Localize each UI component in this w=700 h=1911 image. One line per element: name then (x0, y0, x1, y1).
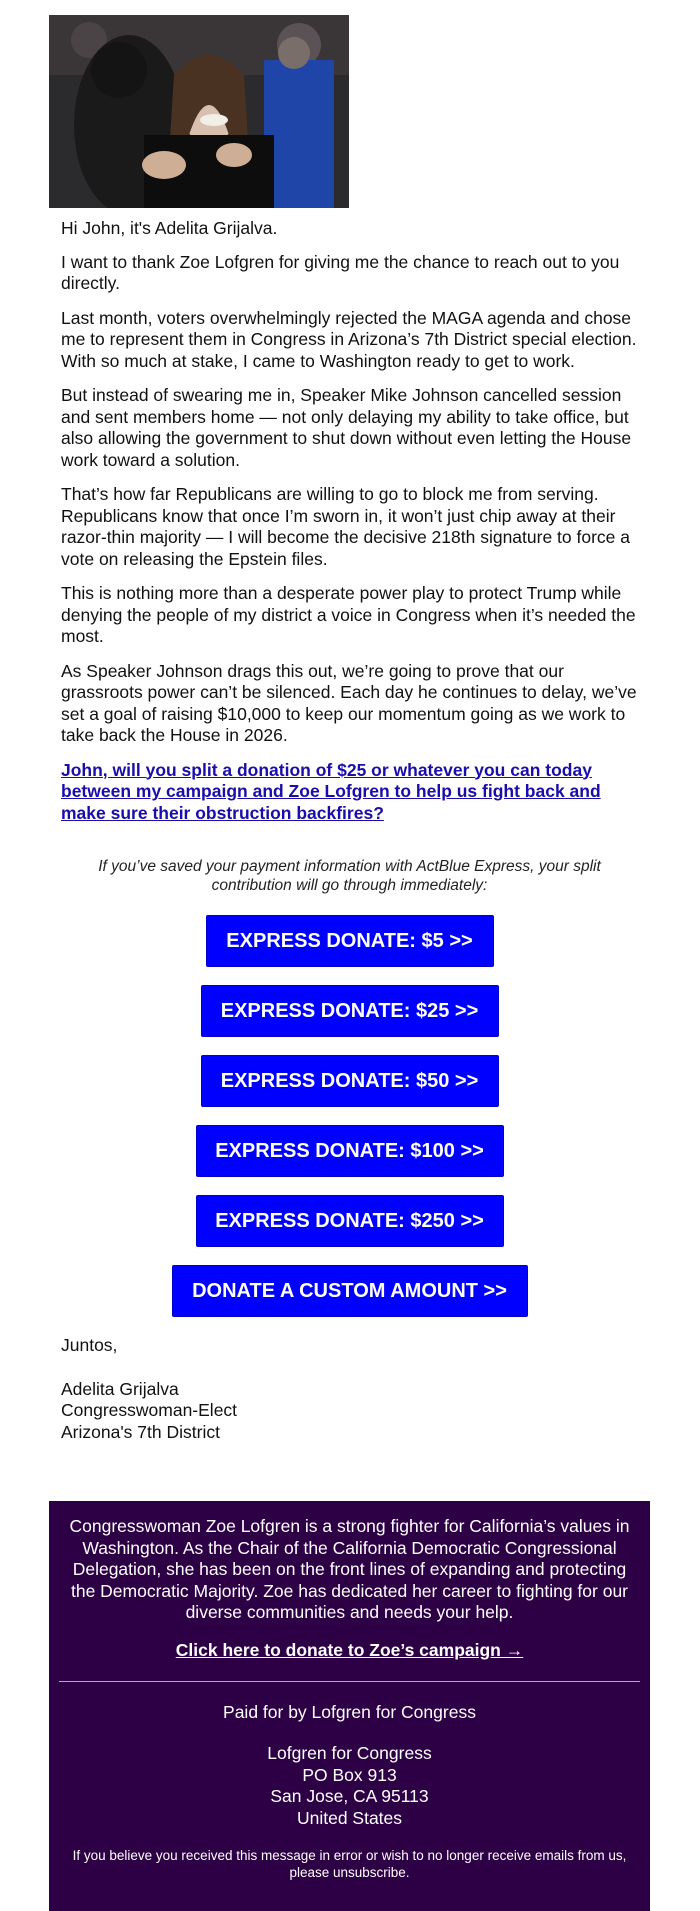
address-line-2: PO Box 913 (302, 1764, 397, 1785)
unsubscribe-text[interactable]: If you believe you received this message in error or wish to no longer receive emails from us, please unsubscribe. (72, 1848, 627, 1880)
signature-name: Adelita Grijalva (61, 1378, 179, 1399)
body-paragraph-4: That’s how far Republicans are willing to go to block me from serving. Republicans know that once I’m sworn in, it won’t just chip away at their razor-thin majority — I will become the decisive 218th signature to force a vote on releasing the Epstein files. (61, 484, 631, 569)
donate-custom-amount-button[interactable]: DONATE A CUSTOM AMOUNT >> (172, 1265, 528, 1317)
email-body (49, 15, 650, 1443)
greeting: Hi John, it's Adelita Grijalva. (61, 218, 278, 238)
actblue-express-note: If you’ve saved your payment information with ActBlue Express, your split contribution will go through immediately: (98, 858, 601, 894)
express-donate-50-button[interactable]: EXPRESS DONATE: $50 >> (201, 1055, 499, 1107)
address-line-3: San Jose, CA 95113 (270, 1786, 429, 1806)
express-donate-250-button[interactable]: EXPRESS DONATE: $250 >> (196, 1195, 504, 1247)
body-paragraph-3: But instead of swearing me in, Speaker Mike Johnson cancelled session and sent members home — not only delaying my ability to take office, but also allowing the government to shut down without even letting the House work toward a solution. (61, 385, 632, 470)
address-line-1: Lofgren for Congress (267, 1743, 432, 1763)
paid-for-disclaimer: Paid for by Lofgren for Congress (223, 1701, 476, 1722)
express-donate-5-button[interactable]: EXPRESS DONATE: $5 >> (206, 915, 494, 967)
closing: Juntos, (61, 1335, 118, 1355)
signature-title: Congresswoman-Elect (61, 1400, 238, 1420)
body-paragraph-5: This is nothing more than a desperate power play to protect Trump while denying the people of my district a voice in Congress when it’s needed the most. (61, 583, 636, 646)
footer-divider (59, 1681, 640, 1682)
donate-to-zoe-link[interactable]: Click here to donate to Zoe’s campaign → (175, 1639, 524, 1660)
footer (49, 1501, 650, 1911)
body-paragraph-2: Last month, voters overwhelmingly rejected the MAGA agenda and chose me to represent them in Congress in Arizona’s 7th District special election. With so much at stake, I came to Washington ready to get to work. (61, 307, 637, 371)
express-donate-100-button[interactable]: EXPRESS DONATE: $100 >> (196, 1125, 504, 1177)
split-donation-link[interactable]: John, will you split a donation of $25 or whatever you can today between my campaign and Zoe Lofgren to help us fight back and make sure their obstruction backfires? (61, 759, 601, 823)
address-line-4: United States (296, 1807, 403, 1828)
express-donate-25-button[interactable]: EXPRESS DONATE: $25 >> (201, 985, 499, 1037)
hero-photo (49, 15, 349, 208)
body-paragraph-6: As Speaker Johnson drags this out, we’re going to prove that our grassroots power can’t be silenced. Each day he continues to delay, we’ve set a goal of raising $10,000 to keep our momentum going as we work to take back the House in 2026. (61, 660, 637, 745)
body-paragraph-1: I want to thank Zoe Lofgren for giving me the chance to reach out to you directly. (61, 251, 620, 293)
footer-bio: Congresswoman Zoe Lofgren is a strong fighter for California’s values in Washington. As the Chair of the California Democratic Congressional Delegation, she has been on the front lines of expanding and protecting the Democratic Majority. Zoe has dedicated her career to fighting for our diverse communities and needs your help. (69, 1516, 630, 1622)
signature-district: Arizona's 7th District (61, 1421, 220, 1442)
